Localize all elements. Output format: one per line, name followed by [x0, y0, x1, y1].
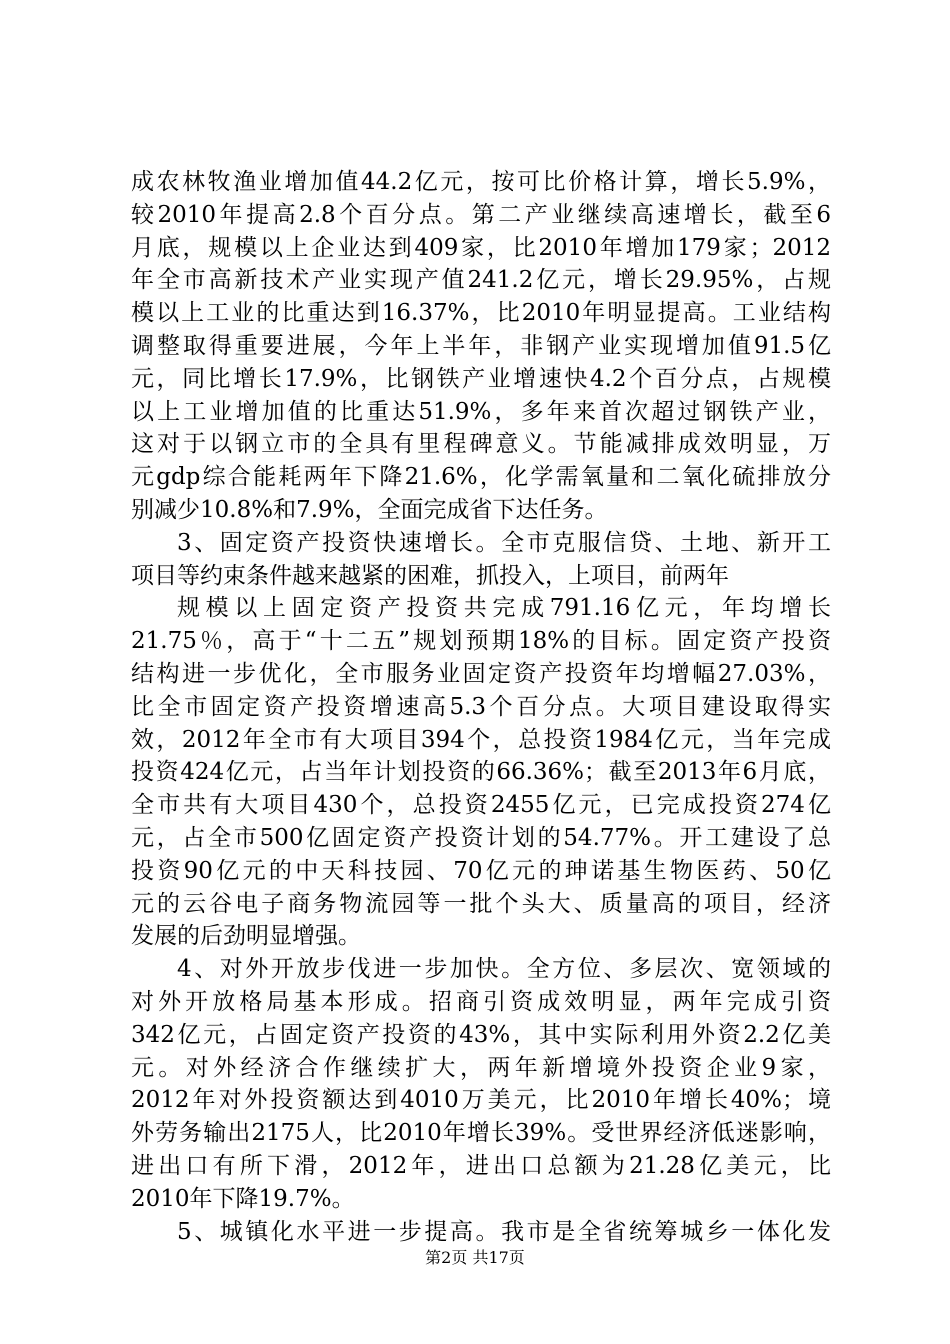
text-line: 较2010年提高2.8个百分点。第二产业继续高速增长，截至6: [131, 201, 831, 228]
text-line: 别减少10.8%和7.9%，全面完成省下达任务。: [131, 497, 608, 523]
text-line: 年全市高新技术产业实现产值241.2亿元，增长29.95%，占规: [131, 267, 831, 294]
text-line: 月底，规模以上企业达到409家，比2010年增加179家；2012: [131, 234, 831, 261]
text-line: 发展的后劲明显增强。: [131, 923, 361, 950]
text-line: 对外开放格局基本形成。招商引资成效明显，两年完成引资: [131, 989, 831, 1015]
text-line: 进出口有所下滑，2012年，进出口总额为21.28亿美元，比: [131, 1153, 831, 1179]
text-line: 投资424亿元，占当年计划投资的66.36%；截至2013年6月底，: [131, 759, 831, 786]
text-line: 4、对外开放步伐进一步加快。全方位、多层次、宽领域的: [177, 956, 831, 983]
text-line: 比全市固定资产投资增速高5.3个百分点。大项目建设取得实: [131, 693, 831, 720]
text-line: 模以上工业的比重达到16.37%，比2010年明显提高。工业结构: [131, 300, 831, 327]
text-line: 项目等约束条件越来越紧的困难，抓投入，上项目，前两年: [131, 562, 729, 589]
text-line: 规模以上固定资产投资共完成791.16亿元，年均增长: [177, 595, 831, 622]
text-line: 2012年对外投资额达到4010万美元，比2010年增长40%；境: [131, 1087, 831, 1114]
text-line: 结构进一步优化，全市服务业固定资产投资年均增幅27.03%，: [131, 661, 831, 687]
text-line: 以上工业增加值的比重达51.9%，多年来首次超过钢铁产业，: [131, 398, 831, 425]
text-line: 元，占全市500亿固定资产投资计划的54.77%。开工建设了总: [131, 825, 831, 851]
text-line: 全市共有大项目430个，总投资2455亿元，已完成投资274亿: [131, 792, 831, 819]
text-line: 21.75％，高于“十二五”规划预期18%的目标。固定资产投资: [131, 628, 831, 655]
text-line: 元，同比增长17.9%，比钢铁产业增速快4.2个百分点，占规模: [131, 365, 831, 392]
page-footer: 第2页 共17页: [425, 1248, 525, 1267]
text-line: 外劳务输出2175人，比2010年增长39%。受世界经济低迷影响，: [131, 1120, 831, 1147]
text-line: 元的云谷电子商务物流园等一批个头大、质量高的项目，经济: [131, 890, 831, 917]
text-line: 元gdp综合能耗两年下降21.6%，化学需氧量和二氧化硫排放分: [131, 464, 831, 491]
text-line: 342亿元，占固定资产投资的43%，其中实际利用外资2.2亿美: [131, 1021, 831, 1048]
text-line: 调整取得重要进展，今年上半年，非钢产业实现增加值91.5亿: [131, 333, 831, 359]
text-line: 元。对外经济合作继续扩大，两年新增境外投资企业9家，: [131, 1054, 831, 1081]
text-line: 5、城镇化水平进一步提高。我市是全省统筹城乡一体化发: [177, 1218, 831, 1245]
text-line: 成农林牧渔业增加值44.2亿元，按可比价格计算，增长5.9%，: [131, 169, 831, 195]
text-line: 3、固定资产投资快速增长。全市克服信贷、土地、新开工: [177, 529, 831, 556]
text-line: 效，2012年全市有大项目394个，总投资1984亿元，当年完成: [131, 726, 831, 753]
text-line: 2010年下降19.7%。: [131, 1185, 355, 1212]
text-line: 投资90亿元的中天科技园、70亿元的珅诺基生物医药、50亿: [131, 857, 831, 884]
text-line: 这对于以钢立市的全具有里程碑意义。节能减排成效明显，万: [131, 431, 831, 458]
